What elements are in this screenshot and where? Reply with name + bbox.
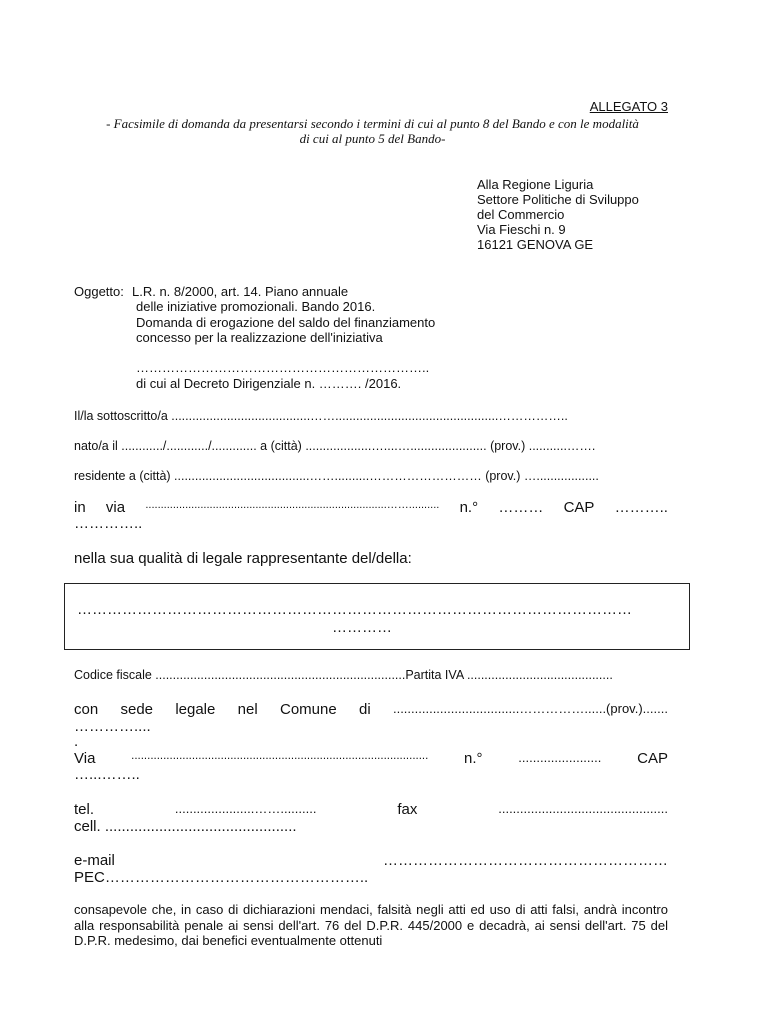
field-word: ...................................……………......(prov.)....... bbox=[392, 701, 668, 716]
oggetto-line: L.R. n. 8/2000, art. 14. Piano annuale bbox=[132, 284, 349, 299]
email-field[interactable] bbox=[74, 852, 668, 869]
recipient-line: 16121 GENOVA GE bbox=[477, 237, 594, 252]
ente-box[interactable] bbox=[64, 583, 690, 650]
oggetto-label: Oggetto: bbox=[74, 284, 124, 299]
field-word: tel. bbox=[74, 801, 95, 818]
qualita-label: nella sua qualità di legale rappresentante del/della: bbox=[74, 550, 412, 567]
decreto-line: di cui al Decreto Dirigenziale n. ………. /2016. bbox=[136, 376, 402, 391]
field-word: con bbox=[74, 701, 99, 718]
ente-line: ………………………………………………………………………………………………… bbox=[77, 601, 632, 618]
oggetto-line: delle iniziative promozionali. Bando 2016. bbox=[136, 299, 376, 314]
field-word: Via bbox=[74, 750, 96, 767]
allegato-label: ALLEGATO 3 bbox=[589, 99, 668, 114]
nascita-field[interactable]: nato/a il ............/............/............. a (città) ...................…....…...................... (prov.) ...........……. bbox=[74, 439, 596, 453]
codice-fiscale-field[interactable]: Codice fiscale ........................................................................Partita IVA .......................................... bbox=[74, 668, 613, 682]
ente-line: ………… bbox=[332, 619, 392, 636]
field-word: in bbox=[74, 499, 86, 516]
sede-legale-field[interactable] bbox=[74, 701, 668, 718]
via-continuation: …...…….. bbox=[74, 766, 140, 783]
tel-fax-field[interactable] bbox=[74, 801, 668, 818]
field-word: sede bbox=[120, 701, 154, 718]
subtitle-line-1: - Facsimile di domanda da presentarsi secondo i termini di cui al punto 8 del Bando e con le modalità bbox=[106, 116, 639, 131]
pec-field[interactable]: PEC…………………………………………….. bbox=[74, 869, 369, 886]
field-word: n.° bbox=[459, 499, 479, 516]
field-word: legale bbox=[175, 701, 216, 718]
field-word: e-mail bbox=[74, 852, 115, 869]
field-word: ...............................................................................…….......... bbox=[145, 499, 440, 511]
field-word: ………………………………………………… bbox=[383, 852, 668, 869]
via-field[interactable] bbox=[74, 750, 668, 767]
recipient-line: Via Fieschi n. 9 bbox=[477, 222, 566, 237]
field-word: ……… bbox=[498, 499, 544, 516]
field-word: fax bbox=[397, 801, 418, 818]
field-word: ............................................................................................. bbox=[131, 750, 429, 762]
indirizzo-continuation: ………….. bbox=[74, 515, 143, 532]
sede-continuation: . bbox=[74, 733, 79, 750]
subtitle-line-2: di cui al punto 5 del Bando- bbox=[299, 131, 446, 146]
cell-field[interactable]: cell. .............................................. bbox=[74, 818, 297, 835]
field-word: di bbox=[358, 701, 371, 718]
indirizzo-field[interactable] bbox=[74, 499, 668, 516]
field-word: ....................... bbox=[518, 750, 602, 765]
field-word: via bbox=[105, 499, 126, 516]
sede-continuation: ………….... bbox=[74, 718, 151, 735]
residenza-field[interactable]: residente a (città) .......................................……..........……………………… (prov.) ….................. bbox=[74, 469, 599, 483]
oggetto-line: Domanda di erogazione del saldo del finanziamento bbox=[136, 315, 436, 330]
field-word: nel bbox=[237, 701, 258, 718]
field-word: ......................…….......... bbox=[174, 801, 317, 816]
field-word: Comune bbox=[279, 701, 337, 718]
recipient-line: Alla Regione Liguria bbox=[477, 177, 594, 192]
field-word: ……….. bbox=[614, 499, 668, 516]
recipient-line: del Commercio bbox=[477, 207, 565, 222]
sottoscritto-field[interactable]: Il/la sottoscritto/a ........................................……...............................................…………….. bbox=[74, 409, 568, 423]
recipient-line: Settore Politiche di Sviluppo bbox=[477, 192, 639, 207]
oggetto-line: concesso per la realizzazione dell'iniziativa bbox=[136, 330, 383, 345]
field-word: CAP bbox=[563, 499, 595, 516]
consapevole-paragraph: consapevole che, in caso di dichiarazioni mendaci, falsità negli atti ed uso di atti falsi, andrà incontro alla responsabilità penale ai sensi dell'art. 76 del D.P.R. 445/2000 e decadrà, ai sensi dell'art. 75 del D.P.R. medesimo, dai benefici eventualmente ottenuti bbox=[74, 902, 668, 948]
field-word: CAP bbox=[637, 750, 668, 767]
field-word: ............................................... bbox=[498, 801, 668, 816]
field-word: n.° bbox=[464, 750, 483, 767]
iniziativa-field[interactable]: ………………………………………………………….. bbox=[136, 360, 430, 375]
